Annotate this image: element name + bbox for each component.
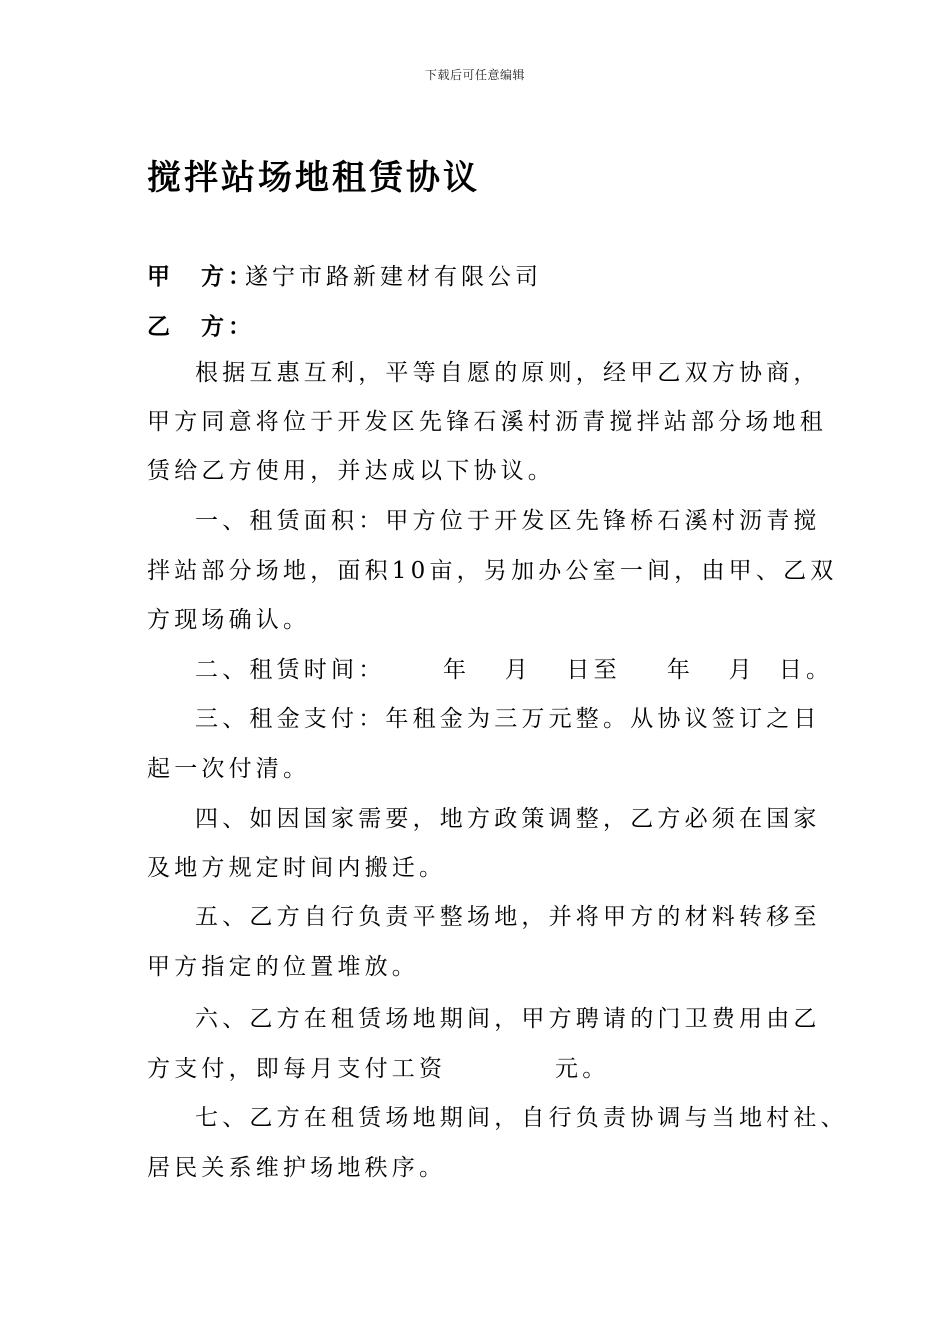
clause-6-line: 方支付，即每月支付工资 元。 bbox=[147, 1056, 610, 1082]
clause-7-line: 居民关系维护场地秩序。 bbox=[147, 1155, 447, 1181]
clause-3-line: 三、租金支付：年租金为三万元整。从协议签订之日 bbox=[195, 706, 821, 732]
clause-1-line: 方现场确认。 bbox=[147, 607, 311, 633]
clause-6-line: 六、乙方在租赁场地期间，甲方聘请的门卫费用由乙 bbox=[195, 1006, 821, 1032]
body-line: 赁给乙方使用，并达成以下协议。 bbox=[147, 458, 555, 484]
body-line: 根据互惠互利，平等自愿的原则，经甲乙双方协商， bbox=[195, 360, 821, 386]
body-line: 甲方同意将位于开发区先锋石溪村沥青搅拌站部分场地租 bbox=[147, 409, 827, 435]
clause-4-line: 及地方规定时间内搬迁。 bbox=[147, 855, 447, 881]
clause-5-line: 五、乙方自行负责平整场地，并将甲方的材料转移至 bbox=[195, 904, 821, 930]
party-b bbox=[147, 308, 255, 341]
header-note: 下载后可任意编辑 bbox=[424, 68, 525, 82]
party-b-label: 乙 方： bbox=[147, 314, 255, 340]
clause-3-line: 起一次付清。 bbox=[147, 756, 311, 782]
party-a-label: 甲 方： bbox=[147, 264, 255, 290]
clause-5-line: 甲方指定的位置堆放。 bbox=[147, 954, 419, 980]
party-a-value: 遂宁市路新建材有限公司 bbox=[245, 264, 542, 290]
clause-2-line: 二、租赁时间： 年 月 日至 年 月 日。 bbox=[195, 657, 834, 683]
party-a bbox=[147, 258, 542, 291]
clause-4-line: 四、如因国家需要，地方政策调整，乙方必须在国家 bbox=[195, 806, 821, 832]
clause-1-line: 拌站部分场地，面积10亩，另加办公室一间，由甲、乙双 bbox=[147, 558, 838, 584]
clause-7-line: 七、乙方在租赁场地期间，自行负责协调与当地村社、 bbox=[195, 1105, 848, 1131]
document-title: 搅拌站场地租赁协议 bbox=[147, 158, 480, 198]
clause-1-line: 一、租赁面积：甲方位于开发区先锋桥石溪村沥青搅 bbox=[195, 508, 821, 534]
